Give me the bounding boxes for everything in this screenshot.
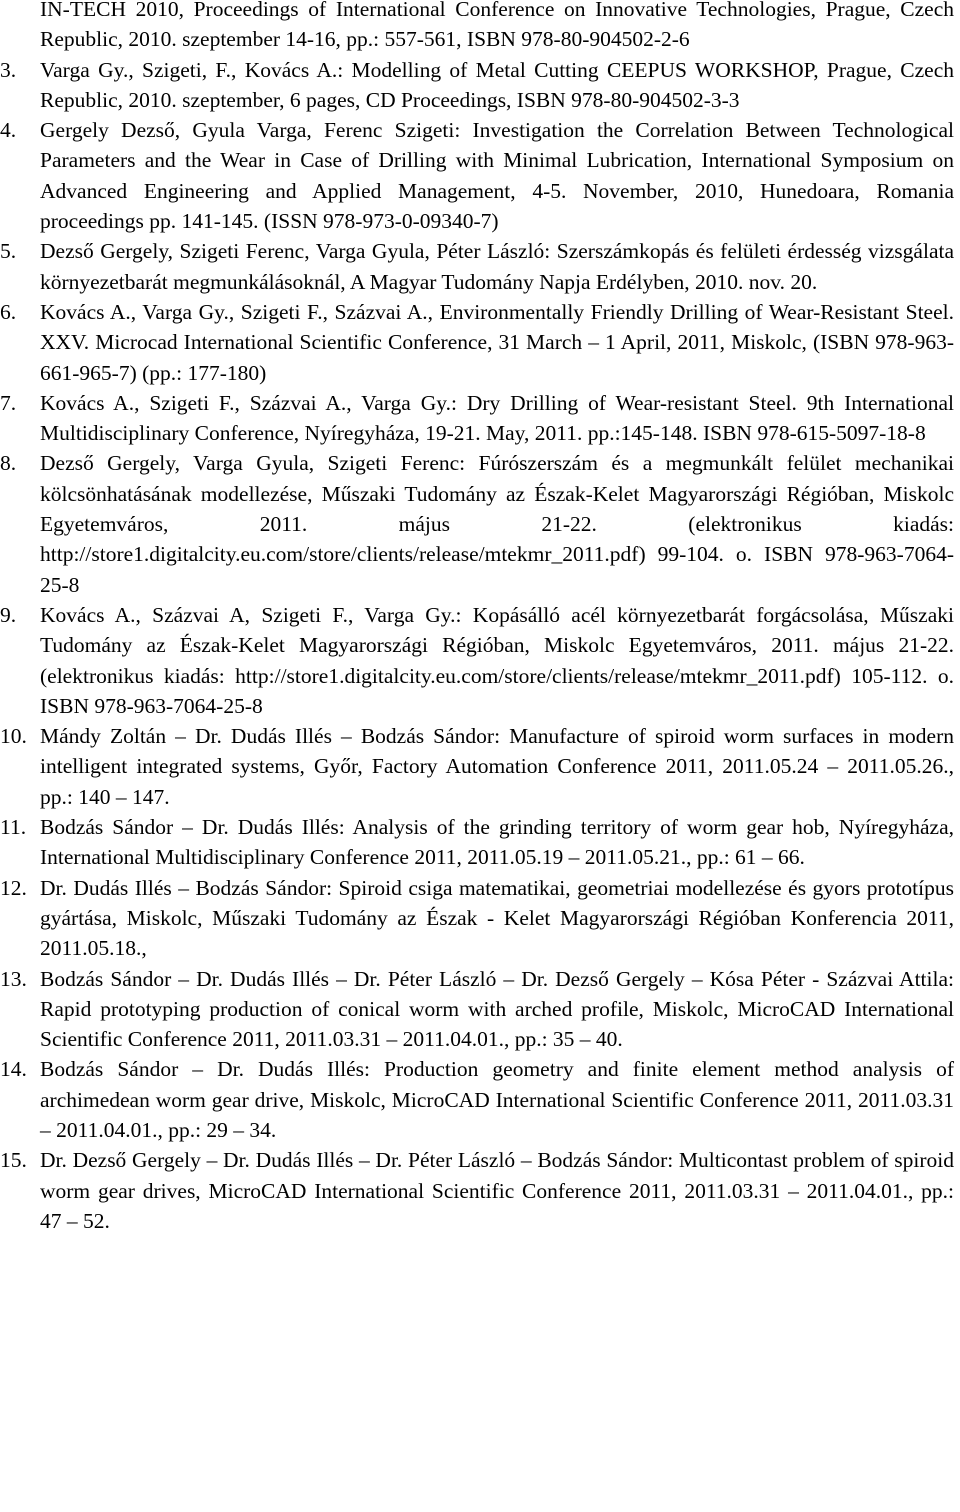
reference-number: 13.: [0, 966, 27, 991]
reference-text: Varga Gy., Szigeti, F., Kovács A.: Modelling of Metal Cutting CEEPUS WORKSHOP, Prague, Czech Republic, 2010. szeptember, 6 pages, CD Proceedings, ISBN 978-80-904502-3-3: [40, 57, 954, 112]
list-item: [0, 115, 954, 236]
list-item: [0, 873, 954, 964]
reference-text: Bodzás Sándor – Dr. Dudás Illés: Analysis of the grinding territory of worm gear hob, Nyíregyháza, International Multidisciplinary Conference 2011, 2011.05.19 – 2011.05.21., pp.: 61 – 66.: [40, 815, 954, 870]
reference-text: Kovács A., Szigeti F., Százvai A., Varga Gy.: Dry Drilling of Wear-resistant Steel. 9th International Multidisciplinary Conference, Nyíregyháza, 19-21. May, 2011. pp.:145-148. ISBN 978-615-5097-18-8: [40, 390, 954, 446]
list-item: [0, 1054, 954, 1145]
list-item: [0, 236, 954, 297]
list-item: [0, 812, 954, 873]
reference-text: Dezső Gergely, Varga Gyula, Szigeti Ferenc: Fúrószerszám és a megmunkált felület mechanikai kölcsönhatásának modellezése, Műszaki Tudomány az Észak-Kelet Magyarországi Régióban, Miskolc Egyetemváros, 2011. május 21-22. (elektronikus kiadás: http://store1.digitalcity.eu.com/store/clients/release/mtekmr_2011.pdf) 99-104. o. ISBN 978-963-7064-25-8: [40, 451, 954, 597]
reference-number: 14.: [0, 1057, 27, 1082]
reference-text: Gergely Dezső, Gyula Varga, Ferenc Szigeti: Investigation the Correlation Between Technological Parameters and the Wear in Case of Drilling with Minimal Lubrication, International Symposium on Advanced Engineering and Applied Management, 4-5. November, 2010, Hunedoara, Romania proceedings pp. 141-145. (ISSN 978-973-0-09340-7): [40, 118, 954, 234]
reference-text-with-link: [40, 964, 954, 1055]
list-item: [0, 0, 954, 55]
reference-number: 5.: [0, 239, 17, 264]
reference-number: 12.: [0, 875, 27, 900]
reference-number: 3.: [0, 57, 17, 82]
list-item: [0, 297, 954, 388]
reference-number: 9.: [0, 602, 17, 627]
reference-number: 8.: [0, 451, 17, 476]
reference-number: 10.: [0, 724, 27, 749]
reference-text: IN-TECH 2010, Proceedings of International Conference on Innovative Technologies, Prague, Czech Republic, 2010. szeptember 14-16, pp.: 557-561, ISBN 978-80-904502-2-6: [40, 0, 954, 52]
list-item: [0, 55, 954, 116]
reference-text: Dezső Gergely, Szigeti Ferenc, Varga Gyula, Péter László: Szerszámkopás és felületi érdesség vizsgálata környezetbarát megmunkálásoknál, A Magyar Tudomány Napja Erdélyben, 2010. nov. 20.: [40, 239, 954, 294]
reference-text: Dr. Dezső Gergely – Dr. Dudás Illés – Dr. Péter László – Bodzás Sándor: Multicontast problem of spiroid worm gear drives, MicroCAD International Scientific Conference 2011, 2011.03.31 – 2011.04.01., pp.: 47 – 52.: [40, 1148, 954, 1233]
list-item: [0, 448, 954, 599]
reference-text: Mándy Zoltán – Dr. Dudás Illés – Bodzás Sándor: Manufacture of spiroid worm surfaces in modern intelligent integrated systems, Győr, Factory Automation Conference 2011, 2011.05.24 – 2011.05.26., pp.: 140 – 147.: [40, 724, 954, 809]
reference-number: 11.: [0, 815, 27, 840]
reference-number: 15.: [0, 1148, 27, 1173]
reference-text: Bodzás Sándor – Dr. Dudás Illés – Dr. Péter László – Dr. Dezső Gergely – Kósa Péter - Százvai Attila: Rapid prototyping production of conical worm with arched profile, Miskolc, MicroCAD International Scientific Conference 2011, 2011.03.31 – 2011.04.01., pp.: 35 – 40.: [40, 966, 954, 1052]
list-item: [0, 600, 954, 721]
reference-text: Kovács A., Varga Gy., Szigeti F., Százvai A., Environmentally Friendly Drilling of Wear-Resistant Steel. XXV. Microcad International Scientific Conference, 31 March – 1 April, 2011, Miskolc, (ISBN 978-963-661-965-7) (pp.: 177-180): [40, 299, 954, 385]
list-item: [0, 964, 954, 1055]
reference-text: Bodzás Sándor – Dr. Dudás Illés: Production geometry and finite element method analysis of archimedean worm gear drive, Miskolc, MicroCAD International Scientific Conference 2011, 2011.03.31 – 2011.04.01., pp.: 29 – 34.: [40, 1057, 954, 1142]
reference-number: 7.: [0, 390, 17, 415]
reference-number: 6.: [0, 299, 17, 324]
list-item: [0, 721, 954, 812]
reference-number: 4.: [0, 118, 17, 143]
reference-text: Dr. Dudás Illés – Bodzás Sándor: Spiroid csiga matematikai, geometriai modellezése és gyors prototípus gyártása, Miskolc, Műszaki Tudomány az Észak - Kelet Magyarországi Régióban Konferencia 2011, 2011.05.18.,: [40, 875, 954, 961]
reference-text: Kovács A., Százvai A, Szigeti F., Varga Gy.: Kopásálló acél környezetbarát forgácsolása, Műszaki Tudomány az Észak-Kelet Magyarországi Régióban, Miskolc Egyetemváros, 2011. május 21-22. (elektronikus kiadás: http://store1.digitalcity.eu.com/store/clients/release/mtekmr_2011.pdf) 105-112. o. ISBN 978-963-7064-25-8: [40, 602, 954, 718]
list-item: [0, 388, 954, 449]
list-item: [0, 1145, 954, 1236]
